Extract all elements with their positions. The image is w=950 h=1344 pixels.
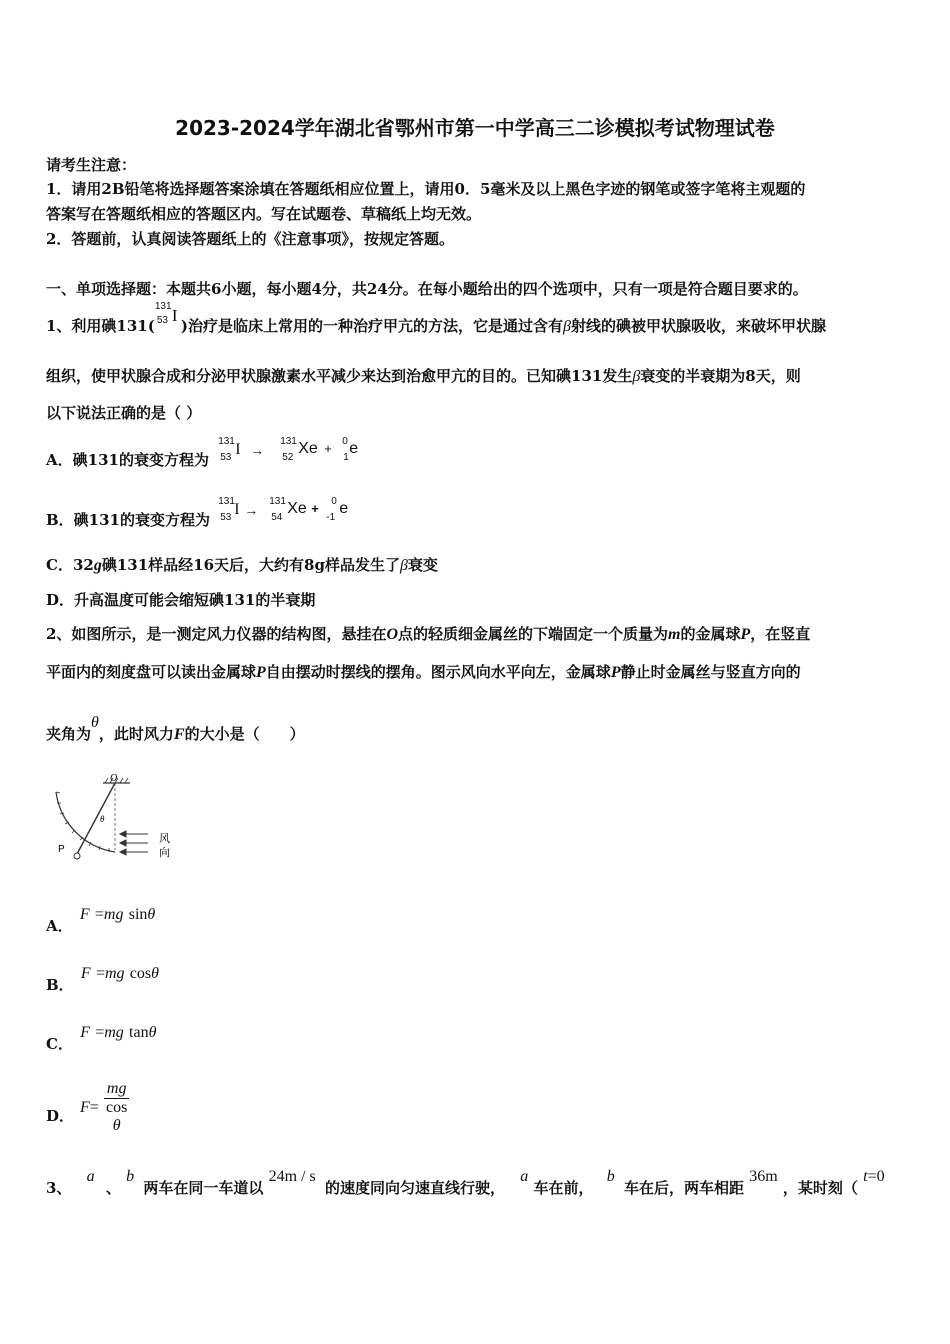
option-a-label: A．碘131的衰变方程为 [46, 451, 209, 469]
option-c-formula: F =mg tanθ [80, 1024, 157, 1041]
q2-option-b[interactable]: B． F =mg cosθ [46, 965, 159, 994]
q1-line-1 [46, 301, 826, 336]
notice-line-1: 1．请用2B铅笔将选择题答案涂填在答题纸相应位置上，请用0．5毫米及以上黑色字迹的钢笔或签字笔将主观题的 [46, 180, 806, 198]
notice-heading: 请考生注意： [46, 156, 137, 174]
option-b-label: B．碘131的衰变方程为 [46, 511, 210, 529]
option-a-formula: F =mg sinθ [79, 906, 156, 923]
q1-option-a[interactable] [46, 436, 364, 470]
notice-line-2: 答案写在答题纸相应的答题区内。写在试题卷、草稿纸上均无效。 [46, 205, 482, 223]
option-d-formula: F= mg cos θ [80, 1080, 129, 1135]
q1-iodine-isotope: 131 53 I [154, 301, 178, 326]
page-title: 2023-2024学年湖北省鄂州市第一中学高三二诊模拟考试物理试卷 [175, 116, 775, 140]
fig-label-o: O [110, 773, 118, 784]
q3-line-1: 3、 a 、 b 两车在同一车道以 24m / s 的速度同向匀速直线行驶， a 车在前， b 车在后，两车相距 36m ，某时刻（ t=0 [46, 1168, 885, 1197]
fig-label-theta: θ [100, 814, 105, 824]
fig-wind-label-1: 风 [159, 832, 170, 845]
q1-line-2: 组织，使甲状腺合成和分泌甲状腺激素水平减少来达到治愈甲亢的目的。已知碘131发生β衰变的半衰期为8天，则 [46, 367, 801, 385]
q1-option-c[interactable]: C．32g碘131样品经16天后，大约有8g样品发生了β衰变 [46, 556, 438, 574]
fig-label-p: P [58, 844, 65, 855]
beta-symbol: β [562, 318, 571, 335]
q2-line-1: 2、如图所示，是一测定风力仪器的结构图，悬挂在O点的轻质细金属丝的下端固定一个质量为m的金属球P，在竖直 [46, 625, 811, 643]
q2-line-2: 平面内的刻度盘可以读出金属球P自由摆动时摆线的摆角。图示风向水平向左，金属球P静止时金属丝与竖直方向的 [46, 663, 801, 681]
option-b-equation: 131 53 I → 131 54 Xe + 0 -1 e [218, 496, 349, 523]
q2-option-a[interactable]: A． F =mg sinθ [46, 906, 156, 935]
beta-symbol: β [632, 368, 641, 385]
fig-wind-label-2: 向 [159, 846, 170, 859]
q1-text-1: )治疗是临床上常用的一种治疗甲亢的方法，它是通过含有 [180, 317, 563, 335]
q1-text-2: 射线的碘被甲状腺吸收，来破坏甲状腺 [570, 317, 826, 335]
section-heading: 一、单项选择题：本题共6小题，每小题4分，共24分。在每小题给出的四个选项中，只有一项是符合题目要求的。 [46, 280, 808, 298]
q2-option-c[interactable]: C． F =mg tanθ [46, 1024, 157, 1053]
option-a-equation: 131 53 I → 131 52 Xe + 0 1 e [218, 436, 359, 463]
q1-option-d[interactable]: D．升高温度可能会缩短碘131的半衰期 [46, 591, 316, 609]
q2-option-d[interactable]: D． [46, 1107, 75, 1125]
theta-symbol: θ [91, 714, 99, 731]
q2-line-3: 夹角为θ，此时风力F的大小是（ ） [46, 714, 305, 743]
beta-symbol: β [399, 557, 408, 574]
q1-line-3: 以下说法正确的是（ ） [46, 404, 202, 422]
notice-line-3: 2．答题前，认真阅读答题纸上的《注意事项》，按规定答题。 [46, 230, 454, 248]
q1-option-b[interactable] [46, 496, 365, 530]
wind-instrument-figure [48, 770, 178, 865]
q1-prefix: 1、利用碘131( [46, 317, 155, 335]
option-b-formula: F =mg cosθ [80, 965, 159, 982]
